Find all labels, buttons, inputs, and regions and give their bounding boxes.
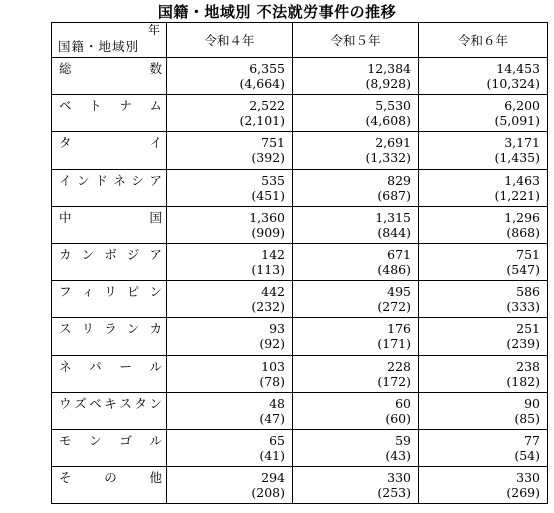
table-row: [52, 318, 548, 355]
case-count: 59: [395, 432, 411, 448]
year-header-r4: 令和４年: [167, 23, 293, 58]
row-name-cell: [52, 281, 167, 318]
case-count: 90: [524, 395, 540, 411]
case-count: 60: [395, 395, 411, 411]
case-count: 330: [387, 470, 411, 486]
value-cell: [293, 169, 419, 206]
value-cell: [419, 392, 548, 429]
value-cell: [293, 132, 419, 169]
country-name: 中 国: [59, 209, 162, 225]
case-count-parenthetical: (5,091): [494, 113, 540, 129]
case-count-parenthetical: (232): [251, 299, 285, 315]
case-count: 103: [261, 358, 285, 374]
case-count-parenthetical: (41): [259, 447, 285, 463]
case-count-parenthetical: (392): [251, 150, 285, 166]
case-count: 48: [269, 395, 285, 411]
table-row: [52, 206, 548, 243]
value-cell: [293, 392, 419, 429]
country-name: フ ィ リ ピ ン: [59, 284, 162, 300]
case-count-parenthetical: (1,435): [494, 150, 540, 166]
case-count-parenthetical: (182): [506, 373, 540, 389]
table-row: [52, 132, 548, 169]
case-count: 442: [261, 284, 285, 300]
country-name: ス リ ラ ン カ: [59, 321, 162, 337]
case-count: 12,384: [367, 61, 411, 76]
case-count: 495: [387, 284, 411, 300]
case-count-parenthetical: (208): [251, 485, 285, 501]
value-cell: [293, 243, 419, 280]
value-cell: [419, 355, 548, 392]
case-count-parenthetical: (1,221): [494, 187, 540, 203]
country-name: そ の 他: [59, 470, 162, 486]
case-count: 142: [261, 246, 285, 262]
value-cell: [419, 281, 548, 318]
case-count-parenthetical: (172): [377, 373, 411, 389]
case-count-parenthetical: (54): [514, 447, 540, 463]
value-cell: [293, 95, 419, 132]
value-cell: [167, 355, 293, 392]
table-row: [52, 281, 548, 318]
table-row: [52, 95, 548, 132]
value-cell: [419, 132, 548, 169]
value-cell: [167, 58, 293, 95]
case-count: 228: [387, 358, 411, 374]
header-row: [52, 23, 548, 58]
country-name: ウ ズ ベ キ ス タ ン: [59, 395, 162, 411]
case-count-parenthetical: (1,332): [365, 150, 411, 166]
case-count-parenthetical: (10,324): [486, 76, 540, 91]
case-count: 2,691: [375, 135, 411, 151]
value-cell: [167, 95, 293, 132]
case-count: 829: [387, 172, 411, 188]
case-count-parenthetical: (868): [506, 224, 540, 240]
value-cell: [419, 243, 548, 280]
value-cell: [419, 206, 548, 243]
case-count-parenthetical: (85): [514, 410, 540, 426]
case-count: 93: [269, 321, 285, 337]
row-name-cell: [52, 467, 167, 504]
case-count-parenthetical: (78): [259, 373, 285, 389]
table-row: [52, 58, 548, 95]
case-count-parenthetical: (60): [385, 410, 411, 426]
country-name: イ ン ド ネ シ ア: [59, 172, 162, 188]
value-cell: [293, 467, 419, 504]
case-count-parenthetical: (113): [251, 261, 285, 277]
value-cell: [293, 206, 419, 243]
year-header-r5: 令和５年: [293, 23, 419, 58]
case-count-parenthetical: (4,664): [239, 76, 285, 91]
value-cell: [293, 429, 419, 466]
value-cell: [293, 281, 419, 318]
case-count: 751: [516, 246, 540, 262]
case-count: 65: [269, 432, 285, 448]
table-row: [52, 429, 548, 466]
case-count: 1,315: [375, 209, 411, 225]
case-count-parenthetical: (269): [506, 485, 540, 501]
case-count: 5,530: [375, 98, 411, 114]
case-count: 2,522: [249, 98, 285, 114]
value-cell: [167, 281, 293, 318]
table-row: [52, 355, 548, 392]
case-count: 671: [387, 246, 411, 262]
table-title: 国籍・地域別 不法就労事件の推移: [157, 3, 397, 21]
case-count: 294: [261, 470, 285, 486]
row-axis-label: 国籍・地域別: [58, 39, 140, 54]
case-count-parenthetical: (333): [506, 299, 540, 315]
case-count: 1,463: [504, 172, 540, 188]
case-count: 14,453: [496, 61, 540, 76]
case-count: 77: [524, 432, 540, 448]
case-count-parenthetical: (547): [506, 261, 540, 277]
row-name-cell: [52, 132, 167, 169]
case-count: 535: [261, 172, 285, 188]
value-cell: [167, 243, 293, 280]
row-name-cell: [52, 355, 167, 392]
row-name-cell: [52, 58, 167, 95]
illegal-work-table: [51, 22, 548, 504]
value-cell: [293, 58, 419, 95]
case-count-parenthetical: (909): [251, 224, 285, 240]
case-count: 330: [516, 470, 540, 486]
row-name-cell: [52, 429, 167, 466]
case-count-parenthetical: (47): [259, 410, 285, 426]
row-name-cell: [52, 169, 167, 206]
case-count: 1,360: [249, 209, 285, 225]
value-cell: [293, 318, 419, 355]
table-row: [52, 243, 548, 280]
case-count: 586: [516, 284, 540, 300]
year-axis-label: 年: [147, 23, 160, 37]
value-cell: [167, 392, 293, 429]
country-name: ネ パ ー ル: [59, 358, 162, 374]
case-count-parenthetical: (844): [377, 224, 411, 240]
value-cell: [167, 318, 293, 355]
year-header-r6: 令和６年: [419, 23, 548, 58]
table-row: [52, 169, 548, 206]
value-cell: [167, 467, 293, 504]
case-count-parenthetical: (687): [377, 187, 411, 203]
country-name: タ イ: [59, 135, 162, 151]
value-cell: [167, 429, 293, 466]
value-cell: [419, 95, 548, 132]
case-count: 751: [261, 135, 285, 151]
country-name: 総 数: [59, 61, 162, 76]
value-cell: [419, 467, 548, 504]
country-name: ベ ト ナ ム: [59, 98, 162, 114]
country-name: モ ン ゴ ル: [59, 432, 162, 448]
table-row: [52, 467, 548, 504]
value-cell: [419, 169, 548, 206]
case-count: 238: [516, 358, 540, 374]
value-cell: [167, 132, 293, 169]
value-cell: [293, 355, 419, 392]
case-count-parenthetical: (239): [506, 336, 540, 352]
case-count-parenthetical: (2,101): [239, 113, 285, 129]
case-count-parenthetical: (451): [251, 187, 285, 203]
case-count: 251: [516, 321, 540, 337]
row-name-cell: [52, 206, 167, 243]
value-cell: [419, 58, 548, 95]
row-name-cell: [52, 318, 167, 355]
case-count-parenthetical: (8,928): [365, 76, 411, 91]
corner-header: [52, 23, 167, 58]
value-cell: [419, 429, 548, 466]
value-cell: [167, 206, 293, 243]
value-cell: [419, 318, 548, 355]
case-count: 1,296: [504, 209, 540, 225]
case-count-parenthetical: (171): [377, 336, 411, 352]
case-count-parenthetical: (4,608): [365, 113, 411, 129]
row-name-cell: [52, 392, 167, 429]
case-count-parenthetical: (486): [377, 261, 411, 277]
case-count: 6,355: [249, 61, 285, 76]
row-name-cell: [52, 243, 167, 280]
case-count: 176: [387, 321, 411, 337]
case-count-parenthetical: (92): [259, 336, 285, 352]
case-count: 6,200: [504, 98, 540, 114]
case-count-parenthetical: (43): [385, 447, 411, 463]
case-count: 3,171: [504, 135, 540, 151]
table-row: [52, 392, 548, 429]
case-count-parenthetical: (272): [377, 299, 411, 315]
row-name-cell: [52, 95, 167, 132]
value-cell: [167, 169, 293, 206]
case-count-parenthetical: (253): [377, 485, 411, 501]
country-name: カ ン ボ ジ ア: [59, 246, 162, 262]
